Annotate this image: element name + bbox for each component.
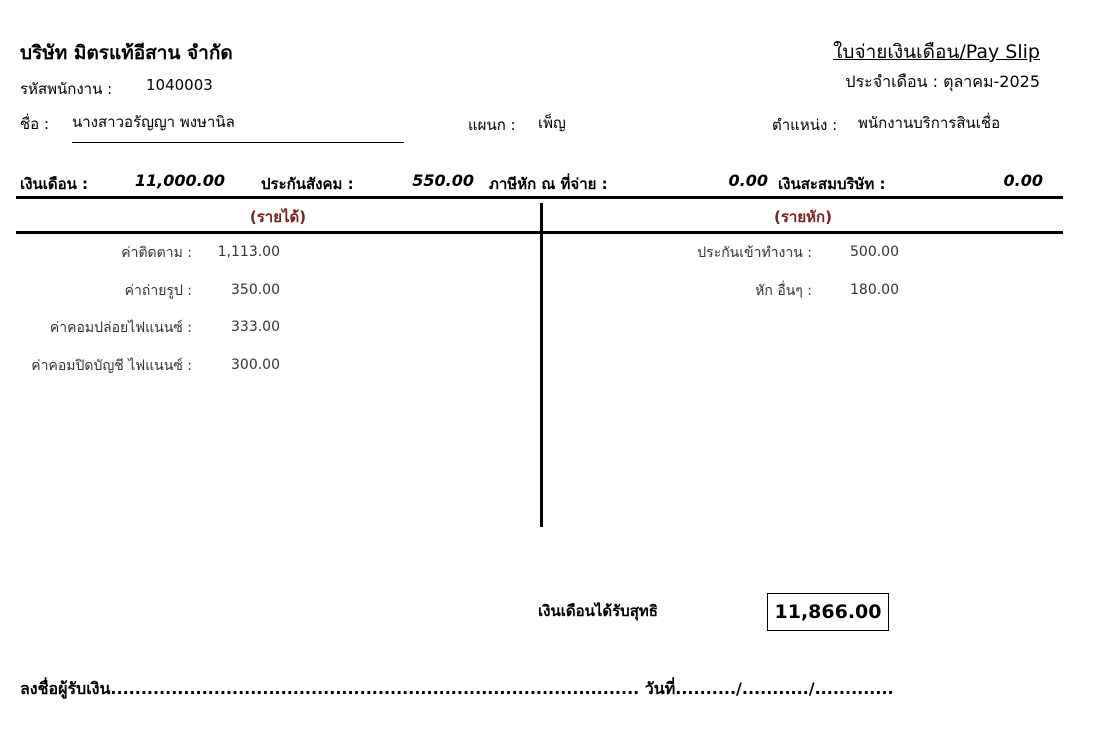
pay-period: ประจำเดือน : ตุลาคม-2025 — [845, 72, 1040, 91]
net-pay-value: 11,866.00 — [767, 593, 889, 631]
income-item-label: ค่าถ่ายรูป : — [124, 283, 192, 299]
department-value: เพ็ญ — [538, 114, 566, 132]
department-label: แผนก : — [468, 116, 516, 134]
salary-value: 11,000.00 — [134, 171, 225, 190]
income-item-label: ค่าคอมปิดบัญชี ไฟแนนซ์ : — [31, 358, 192, 374]
employee-id-label: รหัสพนักงาน : — [20, 80, 113, 98]
income-item-value: 1,113.00 — [217, 244, 280, 260]
social-security-label: ประกันสังคม : — [261, 175, 354, 193]
employee-name-value: นางสาวอรัญญา พงษานิล — [72, 110, 404, 143]
deduction-item-label: ประกันเข้าทำงาน : — [697, 245, 812, 261]
position-value: พนักงานบริการสินเชื่อ — [858, 114, 1001, 132]
company-fund-label: เงินสะสมบริษัท : — [778, 175, 886, 193]
income-item-value: 350.00 — [231, 282, 280, 298]
employee-name-label: ชื่อ : — [20, 115, 50, 133]
social-security-value: 550.00 — [412, 171, 474, 190]
signature-line: ลงชื่อผู้รับเงิน....................................................................................... วันที่........../.........../............. — [20, 679, 894, 698]
withholding-tax-value: 0.00 — [728, 171, 768, 190]
withholding-tax-label: ภาษีหัก ณ ที่จ่าย : — [489, 175, 608, 193]
salary-label: เงินเดือน : — [20, 175, 89, 193]
employee-id-value: 1040003 — [146, 76, 213, 94]
deduction-item-label: หัก อื่นๆ : — [755, 283, 812, 299]
deduction-item-value: 180.00 — [850, 282, 899, 298]
document-title: ใบจ่ายเงินเดือน/Pay Slip — [833, 41, 1040, 63]
table-column-divider — [540, 203, 543, 527]
income-item-value: 333.00 — [231, 319, 280, 335]
company-name: บริษัท มิตรแท้อีสาน จำกัด — [20, 42, 233, 64]
income-item-label: ค่าคอมปล่อยไฟแนนซ์ : — [49, 320, 192, 336]
deduction-heading: (รายหัก) — [774, 208, 832, 226]
position-label: ตำแหน่ง : — [772, 116, 838, 134]
income-item-label: ค่าติดตาม : — [121, 245, 192, 261]
income-item-value: 300.00 — [231, 357, 280, 373]
net-pay-label: เงินเดือนได้รับสุทธิ — [538, 602, 658, 620]
income-heading: (รายได้) — [249, 208, 307, 226]
company-fund-value: 0.00 — [1003, 171, 1043, 190]
deduction-item-value: 500.00 — [850, 244, 899, 260]
table-top-rule — [16, 196, 1063, 199]
